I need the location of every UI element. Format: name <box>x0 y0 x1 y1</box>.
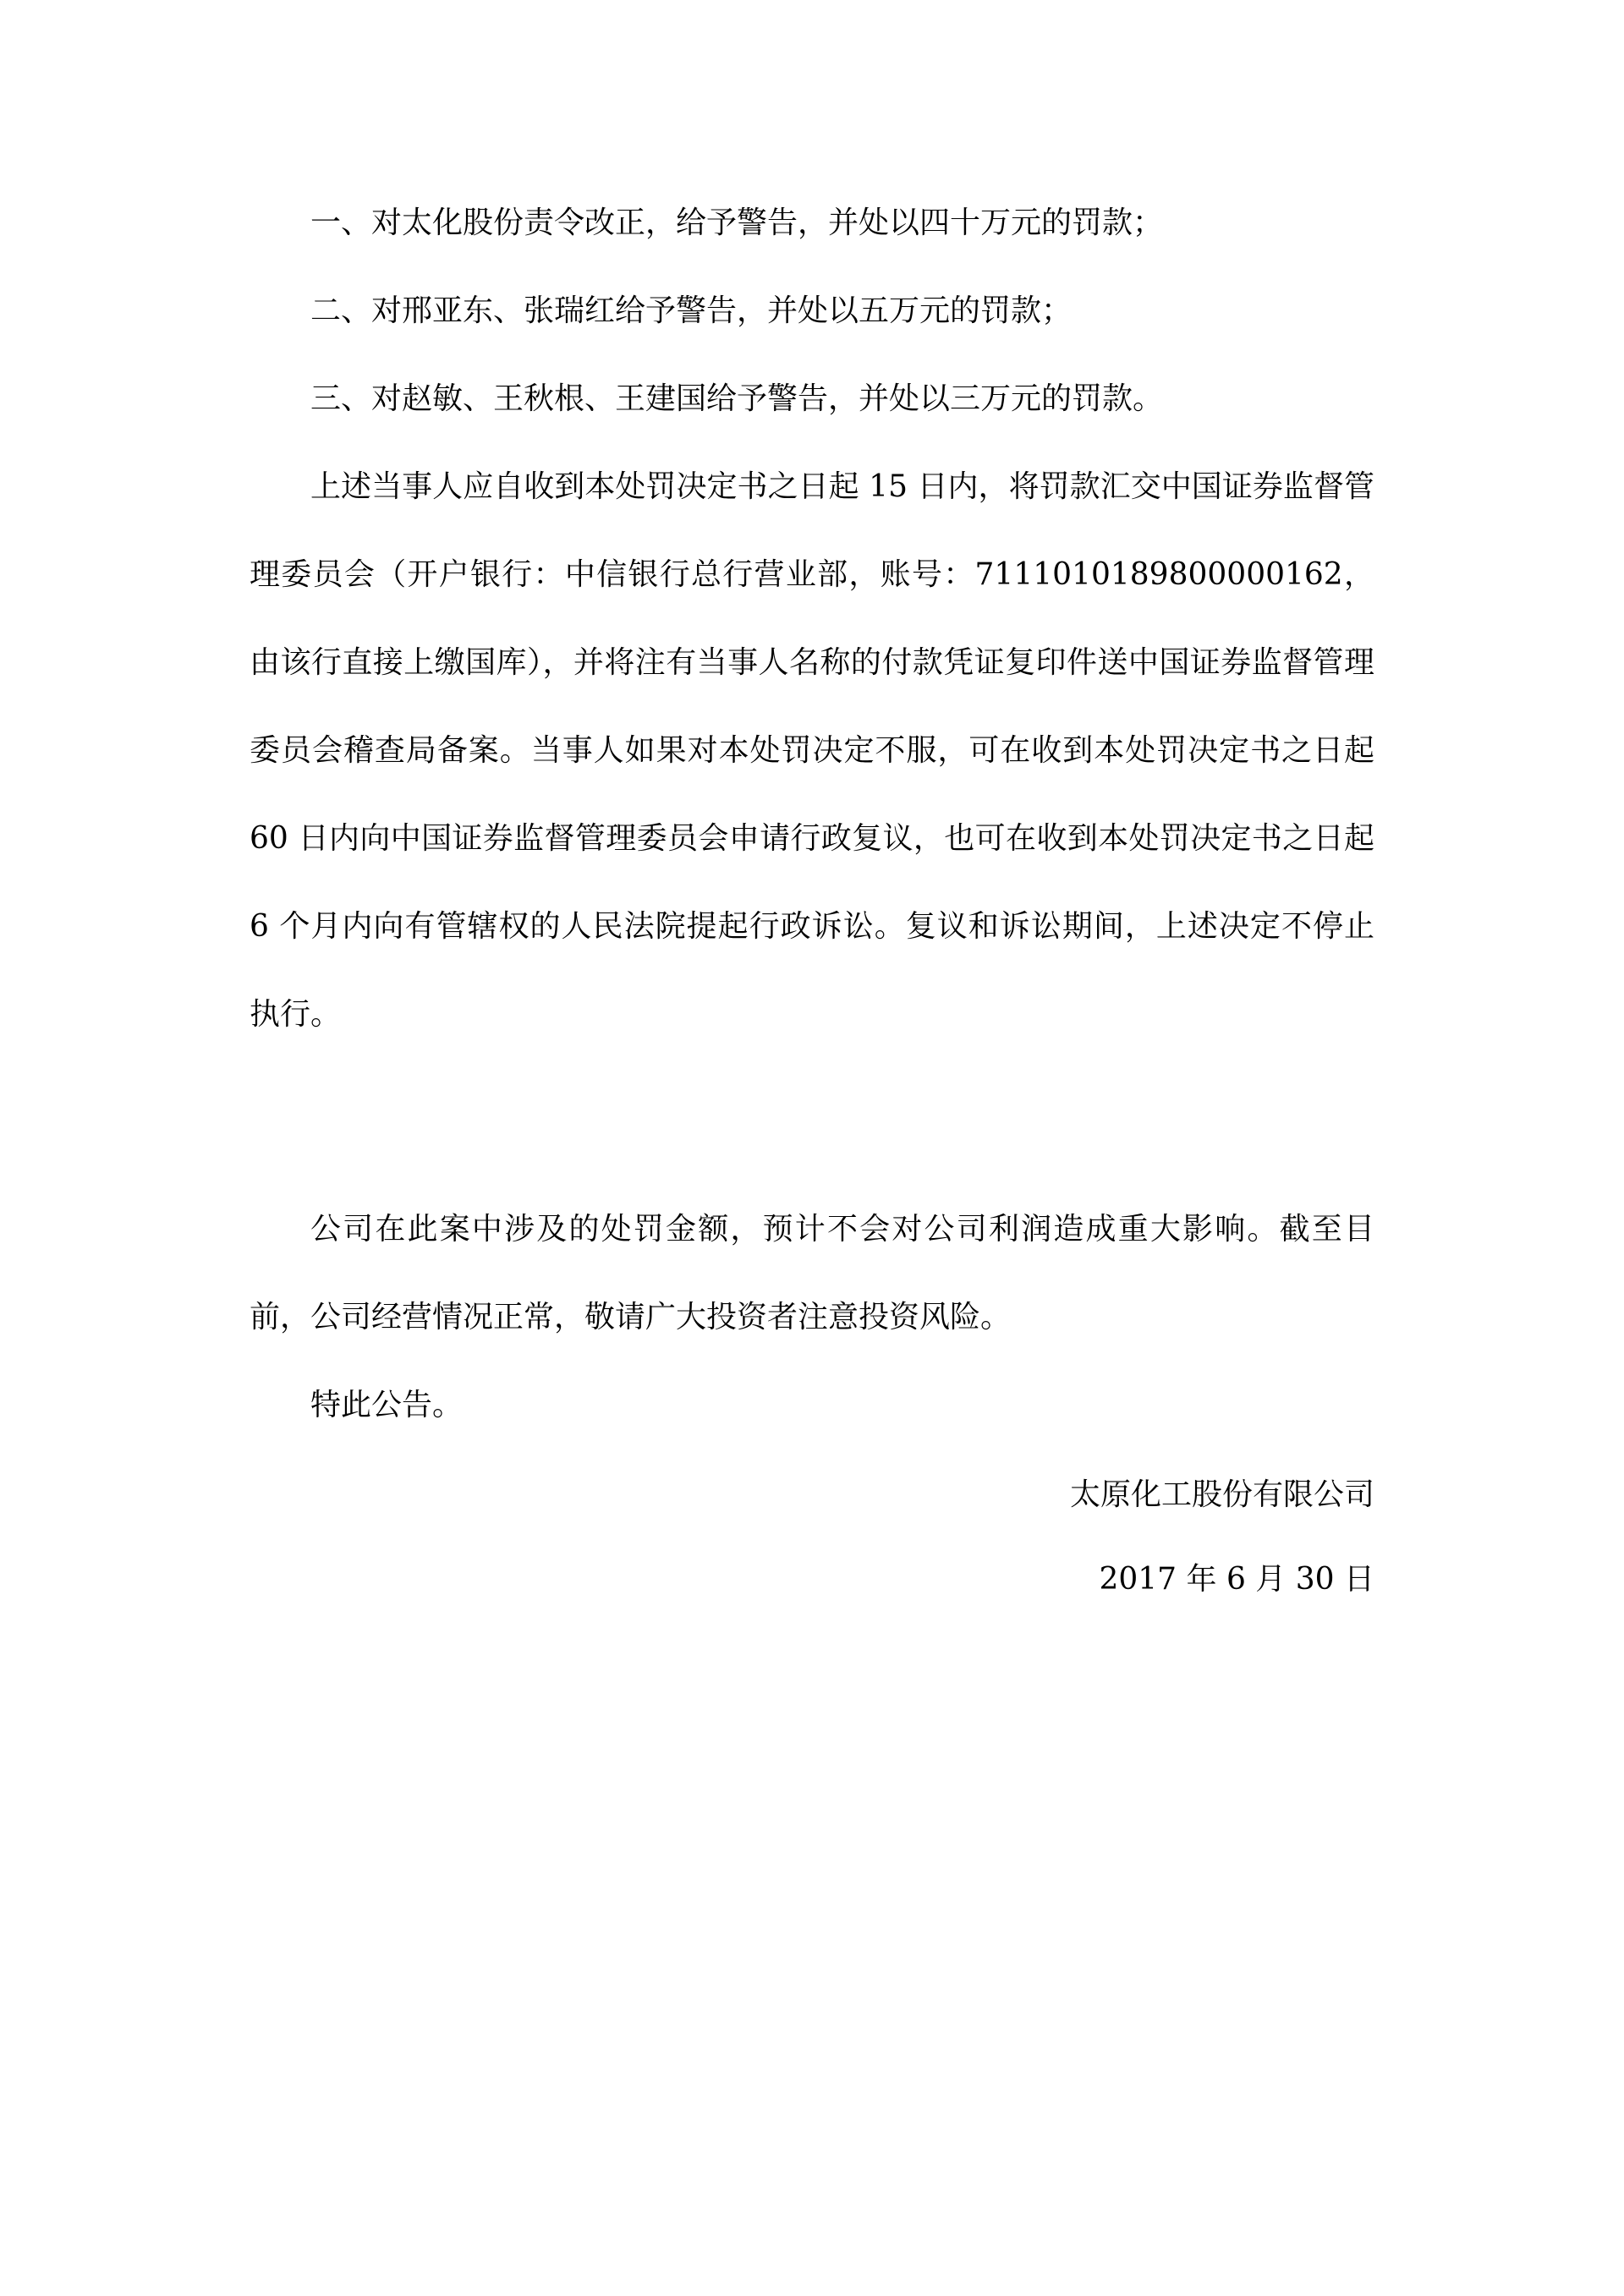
penalty-item-1: 一、对太化股份责令改正，给予警告，并处以四十万元的罚款； <box>310 205 1164 240</box>
signature-company: 太原化工股份有限公司 <box>1069 1477 1374 1512</box>
document-body <box>250 179 1374 1449</box>
section-spacer <box>250 1059 1374 1186</box>
penalty-item-2: 二、对邢亚东、张瑞红给予警告，并处以五万元的罚款； <box>310 293 1073 328</box>
impact-paragraph: 公司在此案中涉及的处罚金额，预计不会对公司利润造成重大影响。截至目前，公司经营情况正常，敬请广大投资者注意投资风险。 <box>250 1212 1374 1334</box>
penalty-item-3: 三、对赵敏、王秋根、王建国给予警告，并处以三万元的罚款。 <box>310 381 1164 416</box>
payment-paragraph: 上述当事人应自收到本处罚决定书之日起 15 日内，将罚款汇交中国证券监督管理委员会（开户银行：中信银行总行营业部，账号：7111010189800000162，由该行直接上缴国库），并将注有当事人名称的付款凭证复印件送中国证券监督管理委员会稽查局备案。当事人如果对本处罚决定不服，可在收到本处罚决定书之日起 60 日内向中国证券监督管理委员会申请行政复议，也可在收到本处罚决定书之日起 6 个月内向有管辖权的人民法院提起行政诉讼。复议和诉讼期间，上述决定不停止执行。 <box>250 469 1374 1032</box>
signature-date: 2017 年 6 月 30 日 <box>1099 1562 1374 1597</box>
closing-statement: 特此公告。 <box>310 1388 464 1422</box>
